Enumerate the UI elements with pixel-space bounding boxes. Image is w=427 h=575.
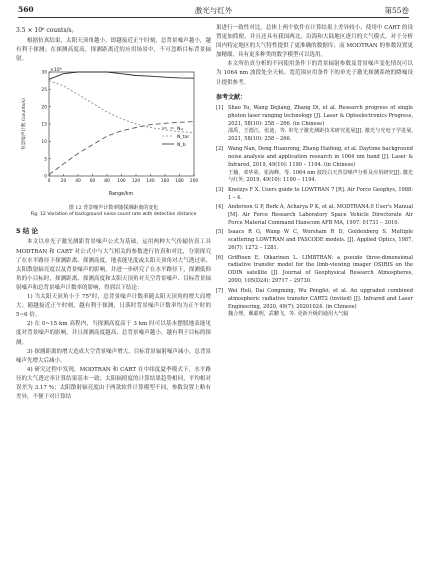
reference-item bbox=[216, 204, 413, 228]
x-tick-label: 180 bbox=[175, 179, 184, 185]
series-line bbox=[49, 122, 194, 175]
series-line bbox=[49, 72, 194, 79]
x-tick-label: 120 bbox=[131, 179, 141, 185]
y-tick-label: 30 bbox=[41, 70, 47, 76]
plot-frame bbox=[49, 72, 194, 176]
legend-item bbox=[162, 126, 184, 132]
y-tick-label: 20 bbox=[41, 105, 47, 111]
line-chart bbox=[16, 66, 211, 201]
x-axis-label: Range/km bbox=[108, 192, 134, 198]
figure-12 bbox=[16, 66, 211, 224]
reference-text: Anderson G P, Berk A, Acharya P K, et al. MODTRAN4.0 User's Manual [M]. Air Force Research Laboratory Space Vehicle Directorate Air Force Material Command Hanscom AFB MA, 1997: 01731 – 3010. bbox=[228, 204, 413, 226]
y-tick-label: 5 bbox=[44, 157, 47, 163]
x-tick-label: 0 bbox=[47, 179, 51, 185]
y-tick-label: 0 bbox=[44, 174, 47, 180]
y-scale-note: ×10⁶ bbox=[50, 68, 62, 74]
journal-name: 激光与红外 bbox=[194, 6, 233, 15]
legend-label: N_b bbox=[177, 143, 186, 149]
conclusion-item: 3) 探测距离的增大造成大空背景噪声增大，目标背景辐射噪声减小，总背景噪声先增大后减小。 bbox=[16, 348, 211, 364]
reference-item bbox=[216, 229, 413, 253]
reference-text-cn: 邵禹，王德江，张迪，等. 单光子激光测距技术研究进展[J]. 激光与光电子学进展, 2021, 58(10): 258 – 266. bbox=[228, 128, 413, 143]
conclusion-item: 1) 当太阳天顶角小于 75°时，总背景噪声计数率随太阳天顶角的增大而增大。随越接近正午时刻，越有利于探测，日落时背景噪声计数率均为正午时的 5~6 倍。 bbox=[16, 294, 211, 319]
figure-caption-cn: 图 12 背景噪声计数率随探测距离的变化 bbox=[68, 205, 159, 212]
reference-item bbox=[216, 288, 413, 320]
paragraph: 根据仿真结果，太阳天顶角越小，即越接近正午时刻，总背景噪声越小，越有利于探测；在探测高度高，探测距离近的应用场景中，不可忽略目标背景辐射。 bbox=[16, 38, 211, 63]
x-tick-label: 100 bbox=[117, 179, 126, 185]
x-tick-label: 40 bbox=[75, 179, 81, 185]
references-heading: 参考文献： bbox=[216, 93, 247, 101]
x-tick-label: 80 bbox=[104, 179, 110, 185]
right-column bbox=[216, 24, 413, 321]
reference-text: Griffioen E, Oikarinen L. LIMBTRAN: a pseudo three-dimensional radiative transfer model for the limb-viewing imager OSIRIS on the ODIN satellite [J]. Journal of Geophysical Research Atmospheres, 2000, 105(D24): 29717 – 29730. bbox=[228, 254, 413, 285]
left-column bbox=[16, 24, 211, 402]
reference-text-cn: 王楠，邓华荣，张海峰，等. 1064 nm 波段白天背景噪声分析及应用研究[J]. 激光与红外, 2019, 49(10): 1190 – 1194. bbox=[228, 169, 413, 184]
reference-item bbox=[216, 146, 413, 186]
section-heading: 5 结 论 bbox=[16, 227, 39, 236]
series-line bbox=[49, 81, 194, 133]
paragraph: 果进行一致性对比。总体上两个软件在计算结果上差异较小，使用中 CART 的设置更加简便，并且还具有我国两北、沿海和大陆地区逐月的大气模式，对于分析国内特定地区的大气特性提供了更准确的数据库；而 MODTRAN 的参数设置更加精细，具有更多种类的数学模型可以选用。 bbox=[216, 25, 413, 59]
reference-item bbox=[216, 105, 413, 145]
page-number: 560 bbox=[18, 5, 34, 14]
reference-number: [6] bbox=[216, 254, 224, 261]
legend-label: N_tar bbox=[177, 135, 190, 141]
legend-item bbox=[162, 134, 189, 140]
figure-caption-en: Fig. 12 Variation of background noise count rate with detection distance bbox=[30, 212, 197, 218]
formula-result: 3.5 × 10⁶ counts/s。 bbox=[16, 27, 78, 34]
paragraph: 本文所仿真分析的不同使用条件下的背景辐射参数及背景噪声变化情况可以为 1064 nm 波段处全天候、宽范围应用条件下的单光子激光探测系统的降噪设计提供参考。 bbox=[216, 61, 413, 86]
reference-number: [1] bbox=[216, 104, 224, 111]
reference-item bbox=[216, 187, 413, 203]
conclusion-item: 4) 研究过程中发现，MODTRAN 和 CART 在中纬度夏季模式下，水平路径的大气透过率计算结果基本一致；太阳辐照度的计算结果趋势相同，平均相对误差为 3.17 %；太阳散射辐亮度由于两款软件计算模型不同，参数设置上略有差异，不便于对计算结 bbox=[16, 366, 211, 401]
reference-item bbox=[216, 255, 413, 287]
reference-text: Isaacs R G, Wang W C, Worsham R D, Goldenberg S. Multiple scattering LOWTRAN and FASCODE models. [J]. Applied Optics, 1987, 26(7): 1272 – 1281. bbox=[228, 229, 413, 252]
reference-number: [3] bbox=[216, 186, 224, 193]
y-axis-label: 背景噪声计数 (counts/s) bbox=[22, 98, 27, 151]
x-tick-label: 20 bbox=[60, 179, 67, 185]
reference-text: Shao Yu, Wang Dejiang, Zhang Di, et al. Research progress of single photon laser ranging technology [J]. Laser & Optoelectronics Progress, 2021, 58(10): 258 – 266. (in Chinese) bbox=[228, 104, 413, 127]
conclusion-item: 2) 在 0~15 km 高程内，当探测高度高于 3 km 时可以基本摆脱地表能见度对背景噪声的影响，并且探测高度越高，总背景噪声越小，越有利于目标的探测。 bbox=[16, 321, 211, 346]
x-tick-label: 160 bbox=[160, 179, 170, 185]
reference-number: [2] bbox=[216, 145, 224, 152]
reference-text: Wang Nan, Deng Huanrong, Zhang Haifeng, et al. Daytime background noise analysis and application research in 1064 nm band [J]. Laser & Infrared, 2019, 49(10): 1190 – 1194. (in Chinese) bbox=[228, 145, 413, 168]
reference-text-cn: 魏合理，戴聪明，武鹏飞，等. 更新升级的通用大气辐 bbox=[228, 311, 349, 318]
volume-label: 第55卷 bbox=[384, 6, 409, 15]
reference-text: Wei Heli, Dai Congming, Wu Pengfei, et al. An upgraded combined atmospheric radiative transfer CART2 (invited) [J]. Infrared and Laser Engineering, 2020, 49(7): 20201024. (in Chinese) bbox=[228, 287, 413, 310]
x-tick-label: 60 bbox=[89, 179, 96, 185]
paragraph: 本文以单光子激光测距背景噪声公式为基础，运用两种大气传输仿真工具 MODTRAN 和 CART 对公式中与大气相关的参数进行仿真和对比，分别探究了在水平路径下探测距离、探测高度、地表能见度或太阳天顶角对大气透过率、太阳散射辐亮度以及背景噪声的影响，并进一步研究了在水平路径下，探测低仰角的小目标时，探测距离、探测高度和太阳天顶角对天空背景噪声、目标背景辐射噪声和总背景噪声计数率的影响，得到以下结论： bbox=[16, 239, 211, 291]
y-tick-label: 25 bbox=[41, 88, 47, 94]
reference-number: [4] bbox=[216, 204, 224, 211]
y-tick-label: 15 bbox=[41, 122, 47, 128]
x-tick-label: 140 bbox=[146, 179, 155, 185]
legend-label: Nₛₜ bbox=[177, 127, 184, 133]
reference-text: Kneizys F X. Users guide to LOWTRAN 7 [R]. Air Force Geophys, 1988: 1 – 4. bbox=[228, 186, 413, 201]
reference-number: [7] bbox=[216, 287, 224, 294]
page-header bbox=[18, 5, 409, 18]
legend-item bbox=[162, 142, 186, 148]
reference-number: [5] bbox=[216, 229, 224, 236]
y-tick-label: 10 bbox=[41, 140, 47, 146]
x-tick-label: 200 bbox=[189, 179, 199, 185]
